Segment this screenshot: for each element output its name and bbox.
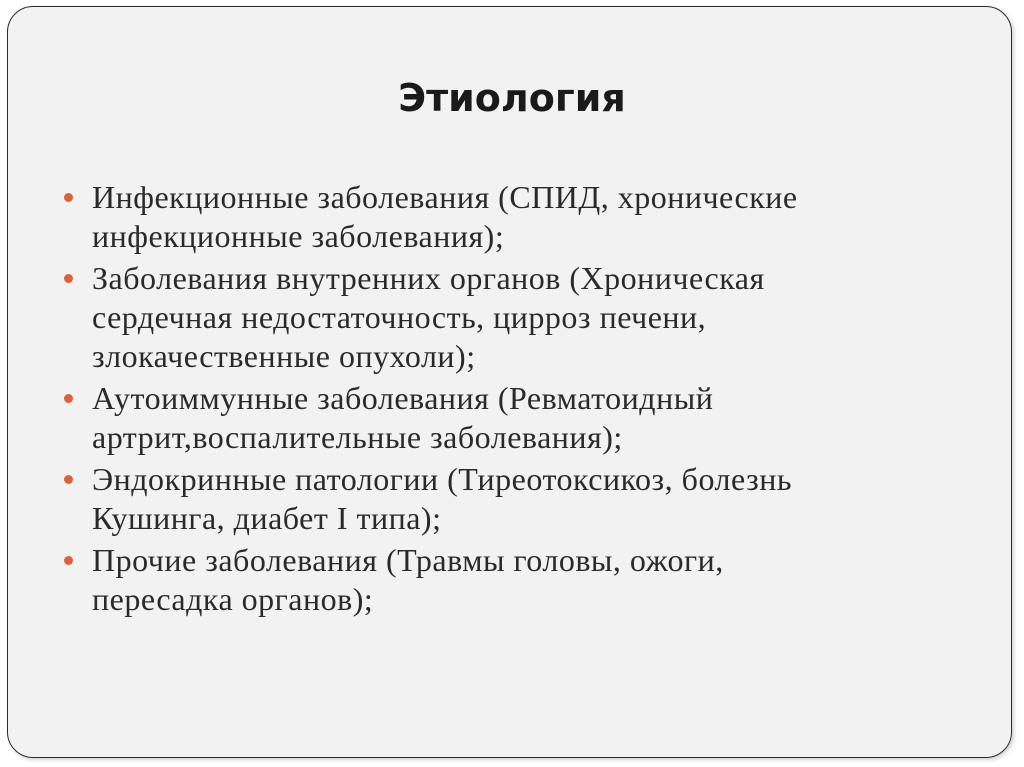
bullet-dot-icon [64,556,73,565]
bullet-text: Прочие заболевания (Травмы головы, ожоги, пересадка органов); [92,542,724,617]
bullet-dot-icon [64,394,73,403]
slide-title: Этиология [398,76,626,120]
bullet-dot-icon [64,475,73,484]
bullet-text: Аутоиммунные заболевания (Ревматоидный артрит,воспалительные заболевания); [92,380,714,455]
bullet-text: Эндокринные патологии (Тиреотоксикоз, болезнь Кушинга, диабет I типа); [92,461,792,536]
bullet-item-autoimmune [64,379,964,457]
bullet-item-other [64,541,964,619]
bullet-text: Заболевания внутренних органов (Хроническая сердечная недостаточность, цирроз печени, злокачественные опухоли); [92,260,765,374]
bullet-list [64,178,964,622]
bullet-item-internal-organs [64,259,964,376]
bullet-dot-icon [64,274,73,283]
bullet-dot-icon [64,193,73,202]
bullet-item-endocrine [64,460,964,538]
bullet-item-infectious [64,178,964,256]
bullet-text: Инфекционные заболевания (СПИД, хронические инфекционные заболевания); [92,179,798,254]
